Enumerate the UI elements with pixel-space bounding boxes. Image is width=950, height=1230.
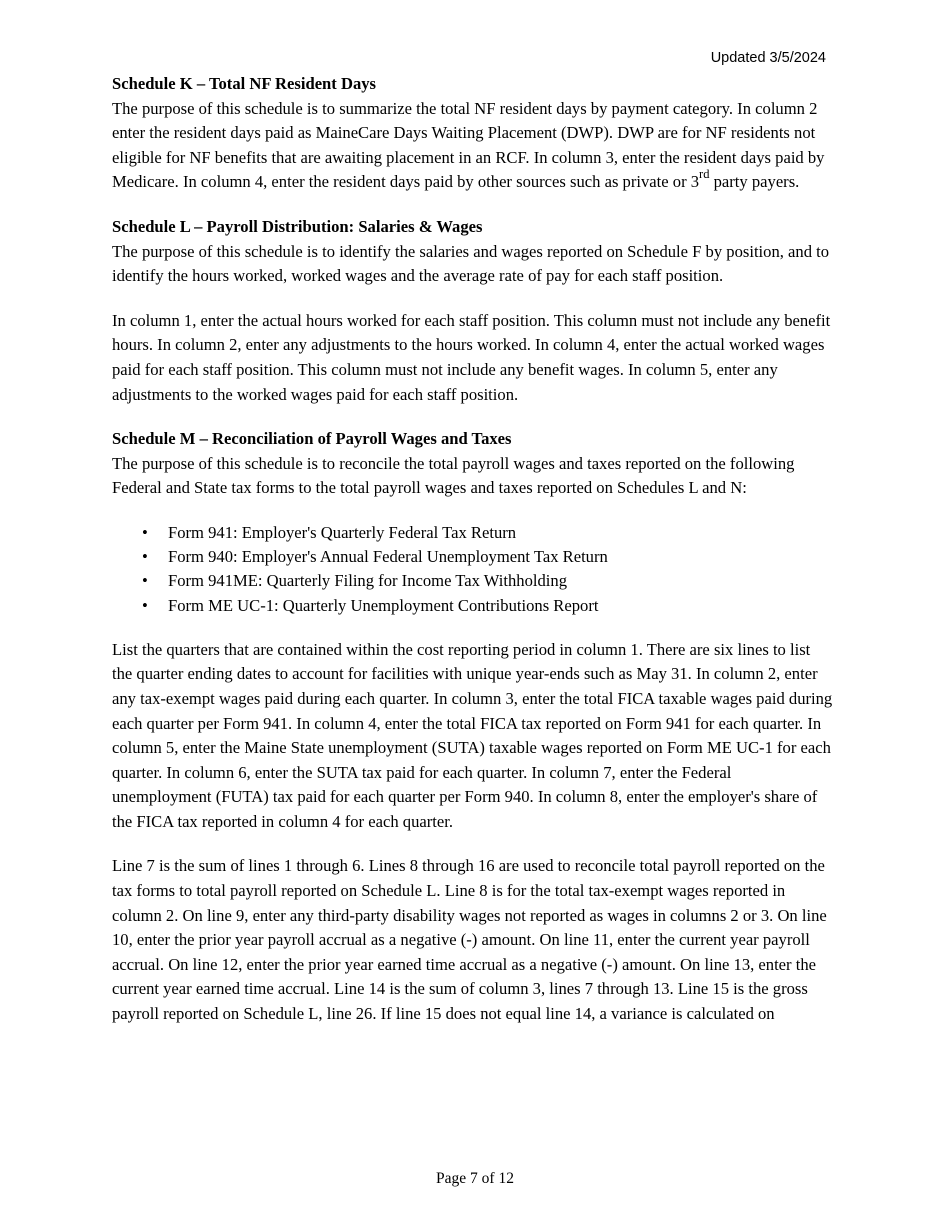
schedule-l-section [112, 215, 834, 407]
list-item [142, 521, 834, 545]
schedule-k-body [112, 97, 834, 195]
ordinal-superscript: rd [699, 166, 710, 181]
page-content [112, 72, 834, 1047]
schedule-k-body-end: party payers. [709, 172, 800, 192]
list-item-text: Form 940: Employer's Annual Federal Unemployment Tax Return [168, 547, 608, 567]
bullet-icon: • [142, 547, 148, 567]
schedule-m-heading: Schedule M – Reconciliation of Payroll Wages and Taxes [112, 429, 512, 449]
page-number: Page 7 of 12 [436, 1170, 514, 1187]
schedule-l-detail: In column 1, enter the actual hours worked for each staff position. This column must not include any benefit hours. In column 2, enter any adjustments to the hours worked. In column 4, enter the actual worked wages paid for each staff position. This column must not include any benefit wages. In column 5, enter any adjustments to the worked wages paid for each staff position. [112, 310, 831, 404]
quarters-paragraph: List the quarters that are contained within the cost reporting period in column 1. There are six lines to list the quarter ending dates to account for facilities with unique year-ends such as May 31. In column 2, enter any tax-exempt wages paid during each quarter. In column 3, enter the total FICA taxable wages paid during each quarter per Form 941. In column 4, enter the total FICA tax reported on Form 941 for each quarter. In column 5, enter the Maine State unemployment (SUTA) taxable wages reported on Form ME UC-1 for each quarter. In column 6, enter the SUTA tax paid for each quarter. In column 7, enter the Federal unemployment (FUTA) tax paid for each quarter per Form 940. In column 8, enter the employer's share of the FICA tax reported in column 4 for each quarter. [112, 639, 833, 831]
list-item-text: Form ME UC-1: Quarterly Unemployment Contributions Report [168, 595, 599, 615]
bullet-icon: • [142, 571, 148, 591]
list-item [142, 569, 834, 593]
schedule-k-body-text: The purpose of this schedule is to summarize the total NF resident days by payment category. In column 2 enter the resident days paid as MaineCare Days Waiting Placement (DWP). DWP are for NF residents not eligible for NF benefits that are awaiting placement in an RCF. In column 3, enter the resident days paid by Medicare. In column 4, enter the resident days paid by other sources such as private or 3 [112, 98, 825, 192]
schedule-m-intro: The purpose of this schedule is to reconcile the total payroll wages and taxes reported on the following Federal and State tax forms to the total payroll wages and taxes reported on Schedules L and N: [112, 453, 795, 498]
bullet-icon: • [142, 522, 148, 542]
lines-paragraph: Line 7 is the sum of lines 1 through 6. Lines 8 through 16 are used to reconcile total payroll reported on the tax forms to total payroll reported on Schedule L. Line 8 is for the total tax-exempt wages reported in column 2. On line 9, enter any third-party disability wages not reported as wages in columns 2 or 3. On line 10, enter the prior year payroll accrual as a negative (-) amount. On line 11, enter the current year payroll accrual. On line 12, enter the prior year earned time accrual as a negative (-) amount. On line 13, enter the current year earned time accrual. Line 14 is the sum of column 3, lines 7 through 13. Line 15 is the gross payroll reported on Schedule L, line 26. If line 15 does not equal line 14, a variance is calculated on [112, 856, 827, 1024]
schedule-l-intro: The purpose of this schedule is to identify the salaries and wages reported on Schedule F by position, and to identify the hours worked, worked wages and the average rate of pay for each staff position. [112, 241, 830, 286]
schedule-m-section [112, 427, 834, 1027]
tax-forms-list [112, 521, 834, 618]
bullet-icon: • [142, 595, 148, 615]
list-item [142, 594, 834, 618]
schedule-l-heading: Schedule L – Payroll Distribution: Salaries & Wages [112, 216, 483, 236]
updated-date: Updated 3/5/2024 [710, 50, 826, 66]
list-item-text: Form 941: Employer's Quarterly Federal Tax Return [168, 522, 517, 542]
schedule-k-section [112, 72, 834, 195]
schedule-k-heading: Schedule K – Total NF Resident Days [112, 74, 376, 93]
list-item-text: Form 941ME: Quarterly Filing for Income Tax Withholding [168, 571, 567, 591]
list-item [142, 545, 834, 569]
